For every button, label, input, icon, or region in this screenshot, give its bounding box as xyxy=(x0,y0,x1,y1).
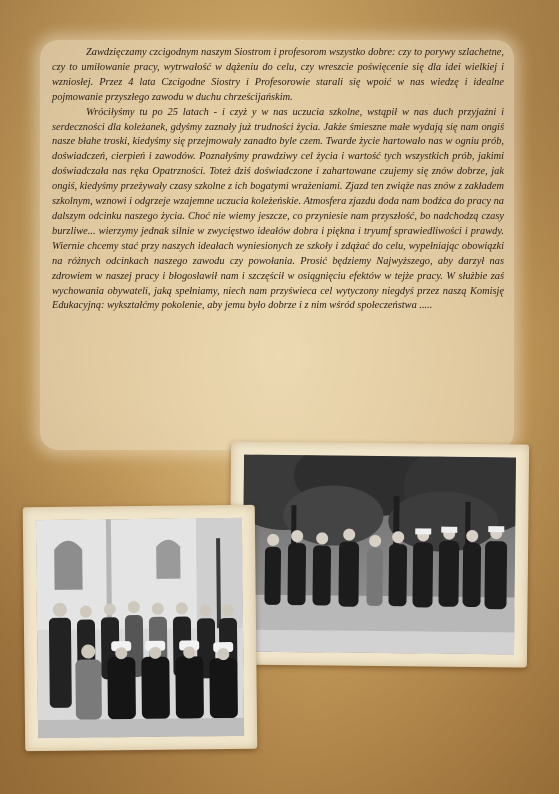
article-text xyxy=(52,46,504,314)
group-photo-outdoor xyxy=(242,455,516,655)
paragraph-1: Zawdzięczamy czcigodnym naszym Siostrom i profesorom wszystko dobre: czy to porywy szlachetne, czy to umiłowanie pracy, wytrwałość w dążeniu do celu, czy wreszcie poświęcenie się dla idei wielkiej i wzniosłej. Przez 4 lata Czcigodne Siostry i Profesorowie starali się wpoić w nas wiedzę i idealne pojmowanie przyszłego zawodu w duchu chrześcijańskim. xyxy=(52,47,504,103)
group-photo-building xyxy=(36,518,244,738)
photo-frame-right xyxy=(229,441,529,667)
group-photo-building-image xyxy=(36,518,244,738)
group-photo-outdoor-image xyxy=(242,455,516,655)
paragraph-2: Wróciłyśmy tu po 25 latach - i czyż y w nas uczucia szkolne, wstąpił w nas duch przyjaźni i serdeczności dla koleżanek, gdyśmy zaznały już trudności życia. Jakże śmieszne małe wydają się nam ongiś nasze błahe troski, kiedyśmy się przejmowały zanadto byle czem. Twarde życie hartowało nas w ogniu prób, doświadczeń, cierpień i zawodów. Poznałyśmy prawdziwy cel życia i wartość tych wszystkich prób, jakimi doświadczała nas ręka Opatrzności. Toteż dziś doświadczone i zahartowane czujemy się znów dobrze, jak ongiś, kiedyśmy przeżywały czasy szkolne z ich bogatymi wrażeniami. Zjazd ten zwiąże nas znów z zakładem szkolnym, wznowi i odgrzeje wzajemne uczucia koleżeńskie. Atmosfera zjazdu doda nam bodźca do pracy na dalszym odcinku naszego życia. Choć nie wiemy jeszcze, co przyniesie nam przyszłość, bo nadchodzą czasy burzliwe... wierzymy jednak silnie w zwycięstwo ideałów dobra i piękna i tryumf sprawiedliwości i prawdy. Wiernie chcemy stać przy naszych ideałach wyniesionych ze szkoły i zdążać do celu, wypełniając obowiązki na różnych odcinkach naszego zawodu czy powołania. Prosić będziemy Najwyższego, aby darzył nas zdrowiem w naszej pracy i błogosławił nam i szczęścił w osiągnięciu efektów w tejże pracy. W służbie zaś wychowania obywateli, jaką spełniamy, niech nam przyświeca cel wytyczony niegdyś przez naszą Komisję Edukacyjną: wykształćmy pokolenie, aby jemu było dobrze i z nim wśród społeczeństwa ..... xyxy=(52,106,504,312)
photo-frame-left xyxy=(23,505,258,751)
